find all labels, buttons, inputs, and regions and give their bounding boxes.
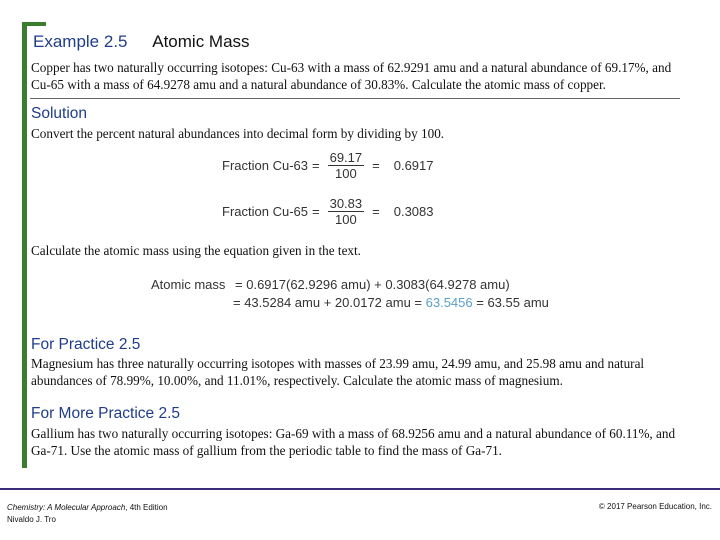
slide-title xyxy=(33,32,250,52)
divider xyxy=(30,98,680,99)
atomic-mass-expression: = 0.6917(62.9296 amu) + 0.3083(64.9278 amu) xyxy=(235,277,510,292)
fraction-cu65-equation xyxy=(222,196,434,227)
fraction xyxy=(328,150,365,181)
book-edition: , 4th Edition xyxy=(125,503,168,512)
fraction-label: Fraction Cu-65 xyxy=(222,204,308,219)
numerator: 30.83 xyxy=(329,196,363,211)
copyright-text: © 2017 Pearson Education, Inc. xyxy=(598,502,712,511)
fraction-result: 0.3083 xyxy=(393,204,434,219)
fraction-cu63-equation xyxy=(222,150,434,181)
atomic-mass-line-2 xyxy=(233,295,549,310)
practice-heading: For Practice 2.5 xyxy=(31,336,141,353)
solution-step-1: Convert the percent natural abundances into decimal form by dividing by 100. xyxy=(31,126,445,141)
footer-citation xyxy=(7,502,168,526)
atomic-mass-label: Atomic mass xyxy=(151,277,226,292)
solution-step-2: Calculate the atomic mass using the equation given in the text. xyxy=(31,243,361,258)
example-label: Example 2.5 xyxy=(33,32,128,51)
unrounded-result: 63.5456 xyxy=(425,295,473,310)
atomic-mass-line-1 xyxy=(151,277,510,292)
practice-text: Magnesium has three naturally occurring isotopes with masses of 23.99 amu, 24.99 amu, and 25.98 amu and natural abundances of 78.99%, 10.00%, and 11.01%, respectively. Calculate the atomic mass of magnesium. xyxy=(31,356,645,388)
book-title: Chemistry: A Molecular Approach xyxy=(7,503,126,512)
more-practice-heading: For More Practice 2.5 xyxy=(31,405,181,422)
rounded-result: = 63.55 amu xyxy=(472,295,549,310)
solution-heading: Solution xyxy=(31,105,88,122)
numerator: 69.17 xyxy=(329,150,363,165)
equals-sign: = xyxy=(372,158,380,173)
equals-sign: = xyxy=(372,204,380,219)
example-title: Atomic Mass xyxy=(152,32,250,51)
fraction xyxy=(328,196,365,227)
fraction-result: 0.6917 xyxy=(393,158,434,173)
denominator: 100 xyxy=(335,212,357,227)
equals-sign: = xyxy=(312,204,320,219)
atomic-mass-sum: = 43.5284 amu + 20.0172 amu = xyxy=(233,295,426,310)
left-accent-bar xyxy=(22,22,27,468)
footer-rule xyxy=(0,488,720,490)
fraction-label: Fraction Cu-63 xyxy=(222,158,308,173)
problem-text: Copper has two naturally occurring isotopes: Cu-63 with a mass of 62.9291 amu and a natural abundance of 69.17%, and Cu-65 with a mass of 64.9278 amu and a natural abundance of 30.83%. Calculate the atomic mass of copper. xyxy=(31,60,672,92)
equals-sign: = xyxy=(312,158,320,173)
book-author: Nivaldo J. Tro xyxy=(7,515,56,524)
more-practice-text: Gallium has two naturally occurring isotopes: Ga-69 with a mass of 68.9256 amu and a natural abundance of 60.11%, and Ga-71. Use the atomic mass of gallium from the periodic table to find the mass of Ga-71. xyxy=(31,426,676,458)
denominator: 100 xyxy=(335,166,357,181)
